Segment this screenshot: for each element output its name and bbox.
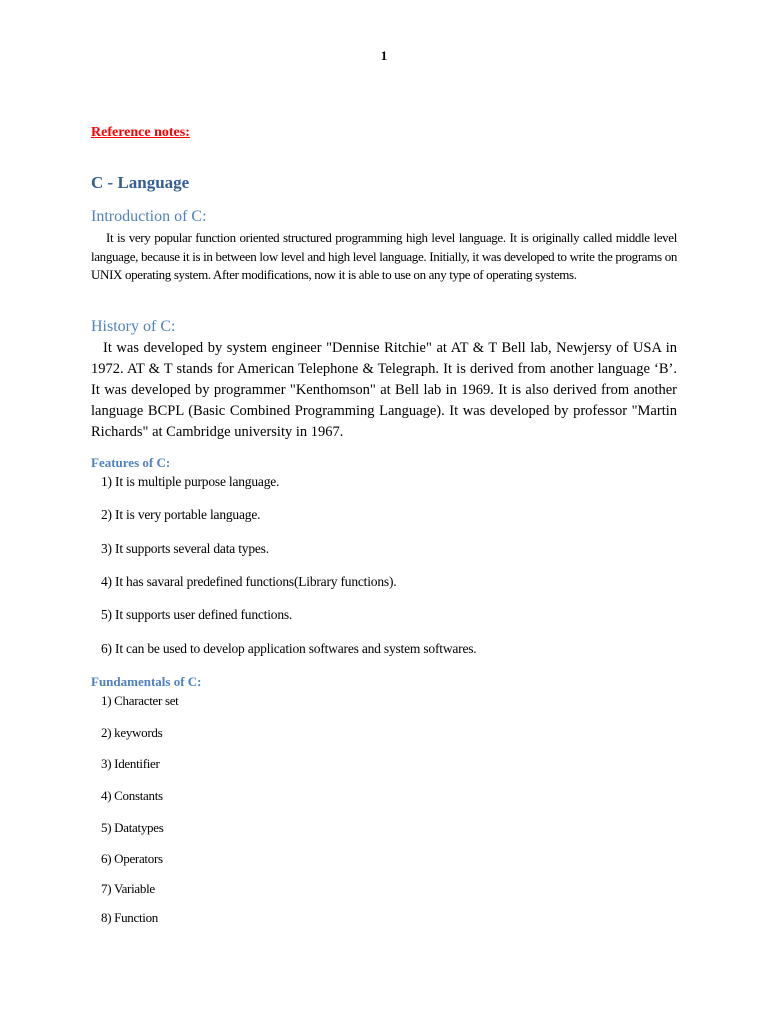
intro-paragraph: It is very popular function oriented structured programming high level language. It is originally called middle level language, because it is in between low level and high level language. Initially, it was developed to write the programs on UNIX operating system. After modifications, now it is able to use on any type of operating systems. bbox=[91, 230, 677, 282]
list-item: 5) Datatypes bbox=[101, 820, 164, 835]
history-heading: History of C: bbox=[91, 318, 176, 335]
list-item: 3) Identifier bbox=[101, 756, 160, 771]
reference-notes-label: Reference notes: bbox=[91, 125, 190, 140]
list-item: 7) Variable bbox=[101, 881, 155, 896]
list-item: 2) keywords bbox=[101, 725, 163, 740]
list-item: 3) It supports several data types. bbox=[101, 541, 269, 556]
list-item: 6) It can be used to develop application softwares and system softwares. bbox=[101, 641, 477, 656]
list-item: 4) It has savaral predefined functions(Library functions). bbox=[101, 574, 397, 589]
list-item: 2) It is very portable language. bbox=[101, 507, 261, 522]
fundamentals-heading: Fundamentals of C: bbox=[91, 674, 202, 689]
list-item: 4) Constants bbox=[101, 788, 163, 803]
intro-heading: Introduction of C: bbox=[91, 208, 207, 225]
features-heading: Features of C: bbox=[91, 455, 171, 470]
history-paragraph: It was developed by system engineer "Dennise Ritchie" at AT & T Bell lab, Newjersy of USA in 1972. AT & T stands for American Telephone & Telegraph. It is derived from another language ‘B’. It was developed by programmer "Kenthomson" at Bell lab in 1969. It is also derived from another language BCPL (Basic Combined Programming Language). It was developed by professor "Martin Richards" at Cambridge university in 1967. bbox=[91, 340, 677, 440]
list-item: 6) Operators bbox=[101, 851, 163, 866]
document-title: C - Language bbox=[91, 173, 190, 192]
list-item: 5) It supports user defined functions. bbox=[101, 607, 293, 622]
list-item: 8) Function bbox=[101, 910, 159, 925]
list-item: 1) Character set bbox=[101, 693, 179, 708]
page-number: 1 bbox=[380, 48, 388, 63]
list-item: 1) It is multiple purpose language. bbox=[101, 474, 280, 489]
